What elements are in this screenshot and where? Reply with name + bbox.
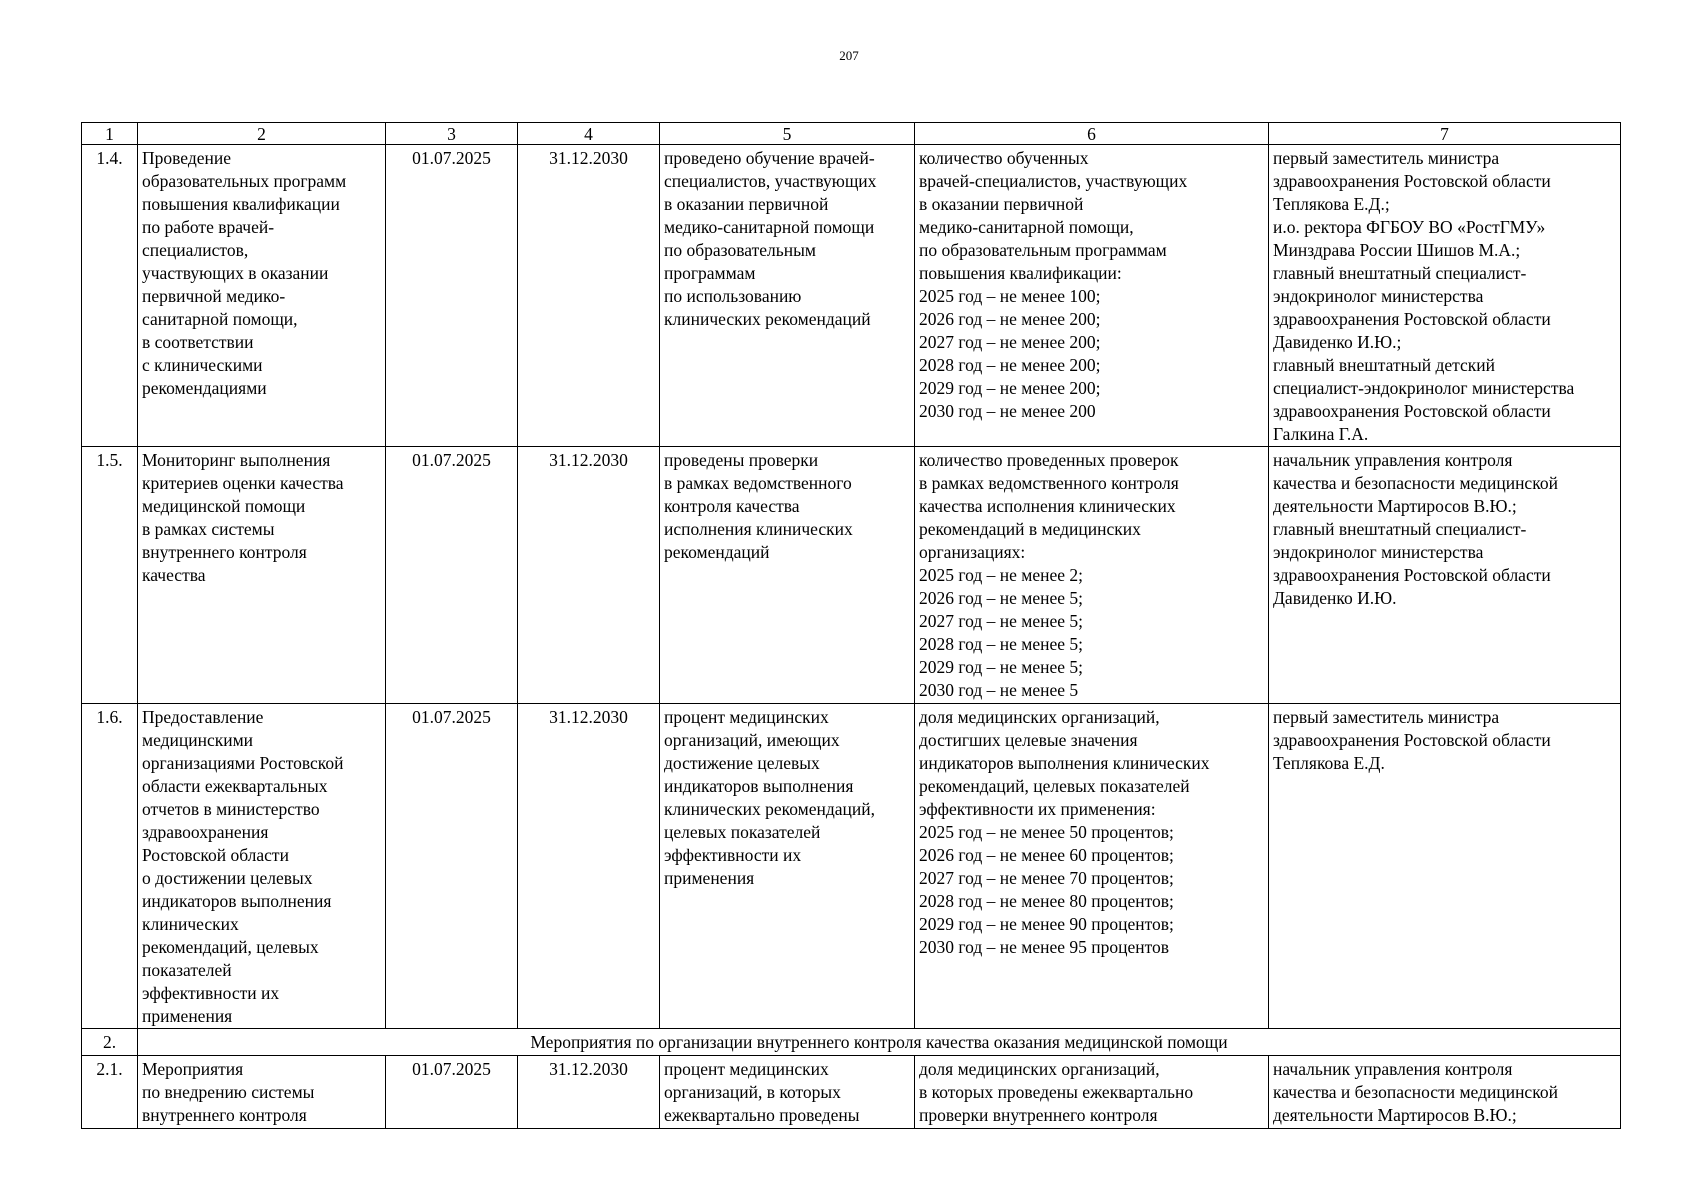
column-header: 4 bbox=[518, 123, 660, 145]
end-date: 31.12.2030 bbox=[518, 447, 660, 704]
end-date: 31.12.2030 bbox=[518, 145, 660, 447]
indicator: количество проведенных проверок в рамках ведомственного контроля качества исполнения клинических рекомендаций в медицинских организациях: 2025 год – не менее 2; 2026 год – не менее 5; 2027 год – не менее 5; 2028 год – не менее 5; 2029 год – не менее 5; 2030 год – не менее 5 bbox=[915, 447, 1269, 704]
table-row bbox=[82, 447, 1621, 704]
start-date: 01.07.2025 bbox=[386, 704, 518, 1029]
event-name: Предоставление медицинскими организациями Ростовской области ежеквартальных отчетов в министерство здравоохранения Ростовской области о достижении целевых индикаторов выполнения клинических рекомендаций, целевых показателей эффективности их применения bbox=[138, 704, 386, 1029]
row-number: 1.4. bbox=[82, 145, 138, 447]
column-header: 5 bbox=[660, 123, 915, 145]
responsible: первый заместитель министра здравоохранения Ростовской области Теплякова Е.Д. bbox=[1269, 704, 1621, 1029]
event-name: Мониторинг выполнения критериев оценки качества медицинской помощи в рамках системы внутреннего контроля качества bbox=[138, 447, 386, 704]
start-date: 01.07.2025 bbox=[386, 1056, 518, 1129]
column-header: 7 bbox=[1269, 123, 1621, 145]
expected-result: процент медицинских организаций, в которых ежеквартально проведены bbox=[660, 1056, 915, 1129]
expected-result: процент медицинских организаций, имеющих достижение целевых индикаторов выполнения клинических рекомендаций, целевых показателей эффективности их применения bbox=[660, 704, 915, 1029]
responsible: первый заместитель министра здравоохранения Ростовской области Теплякова Е.Д.; и.о. ректора ФГБОУ ВО «РостГМУ» Минздрава России Шишов М.А.; главный внештатный специалист- эндокринолог министерства здравоохранения Ростовской области Давиденко И.Ю.; главный внештатный детский специалист-эндокринолог министерства здравоохранения Ростовской области Галкина Г.А. bbox=[1269, 145, 1621, 447]
table-row bbox=[82, 1056, 1621, 1129]
expected-result: проведено обучение врачей- специалистов, участвующих в оказании первичной медико-санитарной помощи по образовательным программам по использованию клинических рекомендаций bbox=[660, 145, 915, 447]
section-title: Мероприятия по организации внутреннего контроля качества оказания медицинской помощи bbox=[138, 1029, 1621, 1056]
expected-result: проведены проверки в рамках ведомственного контроля качества исполнения клинических рекомендаций bbox=[660, 447, 915, 704]
column-header: 1 bbox=[82, 123, 138, 145]
row-number: 1.6. bbox=[82, 704, 138, 1029]
row-number: 1.5. bbox=[82, 447, 138, 704]
section-row bbox=[82, 1029, 1621, 1056]
row-number: 2.1. bbox=[82, 1056, 138, 1129]
start-date: 01.07.2025 bbox=[386, 447, 518, 704]
indicator: количество обученных врачей-специалистов, участвующих в оказании первичной медико-санитарной помощи, по образовательным программам повышения квалификации: 2025 год – не менее 100; 2026 год – не менее 200; 2027 год – не менее 200; 2028 год – не менее 200; 2029 год – не менее 200; 2030 год – не менее 200 bbox=[915, 145, 1269, 447]
column-header-row bbox=[82, 123, 1621, 145]
end-date: 31.12.2030 bbox=[518, 704, 660, 1029]
column-header: 3 bbox=[386, 123, 518, 145]
column-header: 2 bbox=[138, 123, 386, 145]
end-date: 31.12.2030 bbox=[518, 1056, 660, 1129]
table-row bbox=[82, 704, 1621, 1029]
indicator: доля медицинских организаций, в которых проведены ежеквартально проверки внутреннего контроля bbox=[915, 1056, 1269, 1129]
event-name: Проведение образовательных программ повышения квалификации по работе врачей- специалистов, участвующих в оказании первичной медико- санитарной помощи, в соответствии с клиническими рекомендациями bbox=[138, 145, 386, 447]
activities-table bbox=[81, 122, 1621, 1129]
indicator: доля медицинских организаций, достигших целевые значения индикаторов выполнения клинических рекомендаций, целевых показателей эффективности их применения: 2025 год – не менее 50 процентов; 2026 год – не менее 60 процентов; 2027 год – не менее 70 процентов; 2028 год – не менее 80 процентов; 2029 год – не менее 90 процентов; 2030 год – не менее 95 процентов bbox=[915, 704, 1269, 1029]
start-date: 01.07.2025 bbox=[386, 145, 518, 447]
section-number: 2. bbox=[82, 1029, 138, 1056]
page-number: 207 bbox=[839, 48, 859, 63]
column-header: 6 bbox=[915, 123, 1269, 145]
event-name: Мероприятия по внедрению системы внутреннего контроля bbox=[138, 1056, 386, 1129]
table-row bbox=[82, 145, 1621, 447]
responsible: начальник управления контроля качества и безопасности медицинской деятельности Мартиросов В.Ю.; bbox=[1269, 1056, 1621, 1129]
responsible: начальник управления контроля качества и безопасности медицинской деятельности Мартиросов В.Ю.; главный внештатный специалист- эндокринолог министерства здравоохранения Ростовской области Давиденко И.Ю. bbox=[1269, 447, 1621, 704]
